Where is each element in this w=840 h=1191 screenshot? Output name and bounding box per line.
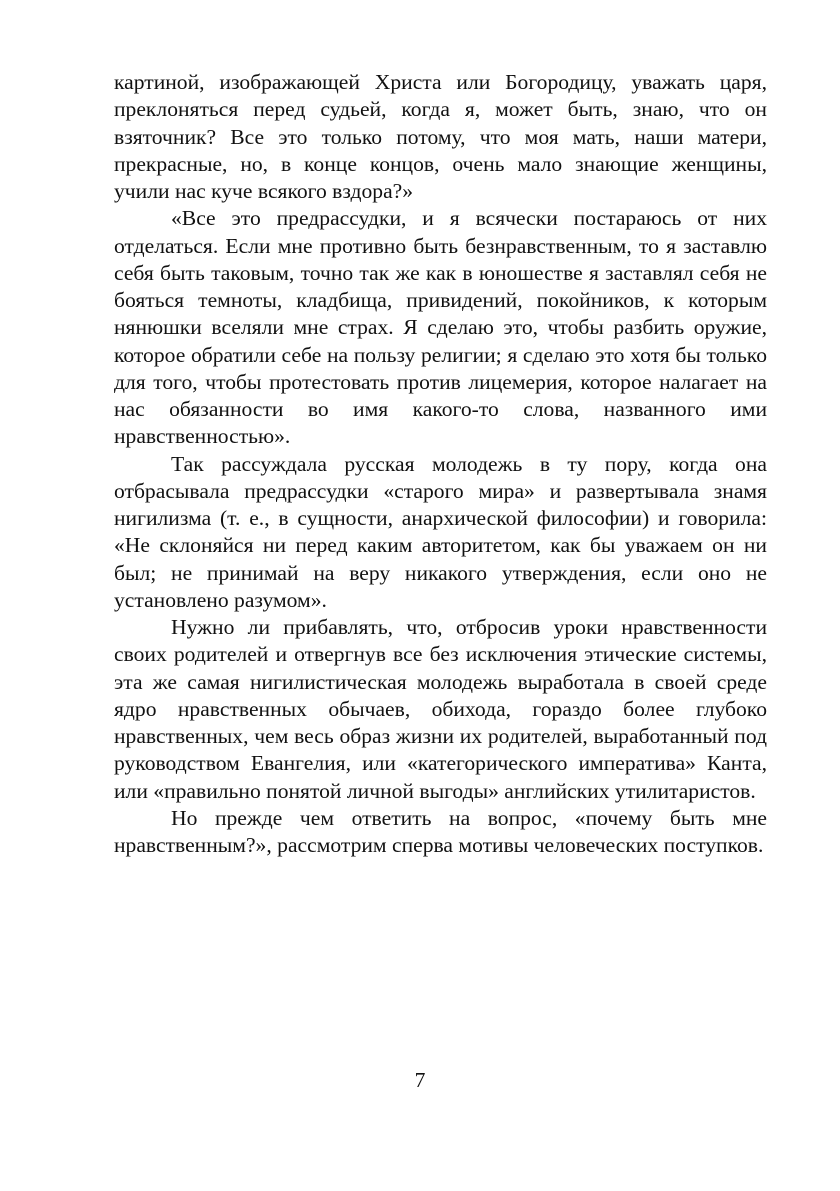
paragraph-motives: Но прежде чем ответить на вопрос, «почему быть мне нравственным?», рассмотрим сперва мотивы человеческих поступков. (114, 805, 767, 857)
page-number: 7 (414, 1068, 426, 1092)
paragraph-nihilism: Так рассуждала русская молодежь в ту пору, когда она отбрасывала предрассудки «старого мира» и развертывала знамя нигилизма (т. е., в сущности, анархической философии) и говорила: «Не склоняйся ни перед каким авторитетом, как бы уважаем он ни был; не принимай на веру никакого утверждения, если оно не установлено разумом». (114, 451, 767, 612)
paragraph-continuation: картиной, изображающей Христа или Богородицу, уважать царя, преклоняться перед судьей, когда я, может быть, знаю, что он взяточник? Все это только потому, что моя мать, наши матери, прекрасные, но, в конце концов, очень мало знающие женщины, учили нас куче всякого вздора?» (114, 70, 767, 203)
body-text (114, 69, 767, 859)
paragraph-prejudices-quote: «Все это предрассудки, и я всячески постараюсь от них отделаться. Если мне противно быть безнравственным, то я заставлю себя быть таковым, точно так же как в юношестве я заставлял себя не бояться темноты, кладбища, привидений, покойников, к которым нянюшки вселяли мне страх. Я сделаю это, чтобы разбить оружие, которое обратили себе на пользу религии; я сделаю это хотя бы только для того, чтобы протестовать против лицемерия, которое налагает на нас обязанности во имя какого-то слова, названного ими нравственностью». (114, 206, 767, 449)
paragraph-moral-customs: Нужно ли прибавлять, что, отбросив уроки нравственности своих родителей и отвергнув все без исключения этические системы, эта же самая нигилистическая молодежь выработала в своей среде ядро нравственных обычаев, обихода, гораздо более глубоко нравственных, чем весь образ жизни их родителей, выработанный под руководством Евангелия, или «категорического императива» Канта, или «правильно понятой личной выгоды» английских утилитаристов. (114, 615, 767, 803)
